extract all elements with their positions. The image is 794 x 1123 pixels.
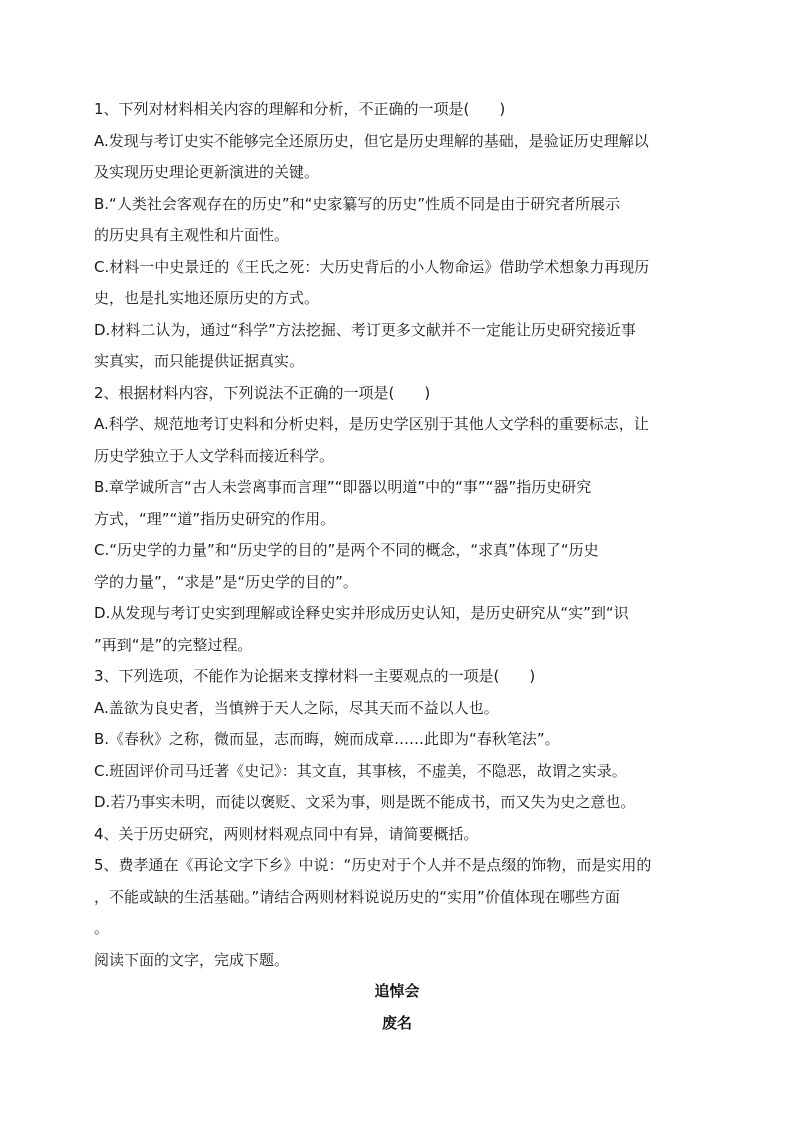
- question-1-option-c-line-1: C.材料一中史景迁的《王氏之死：大历史背后的小人物命运》借助学术想象力再现历: [94, 257, 650, 276]
- reading-title: 追悼会: [374, 982, 420, 1000]
- question-2-option-c-line-2: 学的力量”，“求是”是“历史学的目的”。: [94, 572, 358, 591]
- question-2-option-a-line-1: A.科学、规范地考订史料和分析史料，是历史学区别于其他人文学科的重要标志，让: [94, 415, 649, 433]
- question-3-stem: 3、下列选项，不能作为论据来支撑材料一主要观点的一项是( ): [94, 667, 536, 685]
- question-2-option-c-line-1: C.“历史学的力量”和“历史学的目的”是两个不同的概念，“求真”体现了“历史: [94, 541, 599, 559]
- question-1-option-b-line-1: B.“人类社会客观存在的历史”和“史家纂写的历史”性质不同是由于研究者所展示: [94, 194, 621, 213]
- question-2-option-d-line-2: ”再到“是”的完整过程。: [94, 635, 253, 654]
- question-5-line-1: 5、费孝通在《再论文字下乡》中说：“历史对于个人并不是点缀的饰物，而是实用的: [94, 856, 652, 874]
- question-5-line-2: ，不能或缺的生活基础。”请结合两则材料说说历史的“实用”价值体现在哪些方面: [94, 887, 620, 906]
- question-2-option-a-line-2: 历史学独立于人文学科而接近科学。: [94, 446, 335, 465]
- question-2-option-b-line-1: B.章学诚所言“古人未尝离事而言理”“即器以明道”中的“事”“器”指历史研究: [94, 478, 592, 496]
- question-1-option-b-line-2: 的历史具有主观性和片面性。: [94, 226, 290, 244]
- question-2-option-d-line-1: D.从发现与考订史实到理解或诠释史实并形成历史认知，是历史研究从“实”到“识: [94, 604, 629, 622]
- question-3-option-a: A.盖欲为良史者，当慎辨于天人之际，尽其天而不益以人也。: [94, 698, 499, 717]
- question-1-option-a-line-2: 及实现历史理论更新演进的关键。: [94, 163, 320, 181]
- question-1-option-a-line-1: A.发现与考订史实不能够完全还原历史，但它是历史理解的基础，是验证历史理解以: [94, 131, 649, 150]
- question-3-option-d: D.若乃事实未明，而徒以褒贬、文采为事，则是既不能成书，而又失为史之意也。: [94, 793, 636, 811]
- reading-intro: 阅读下面的文字，完成下题。: [94, 950, 290, 969]
- question-1-stem: 1、下列对材料相关内容的理解和分析，不正确的一项是( ): [94, 100, 506, 118]
- question-1-option-d-line-1: D.材料二认为，通过“科学”方法挖掘、考订更多文献并不一定能让历史研究接近事: [94, 320, 636, 339]
- reading-author: 废名: [381, 1013, 412, 1032]
- question-2-stem: 2、根据材料内容，下列说法不正确的一项是( ): [94, 383, 431, 402]
- question-3-option-c: C.班固评价司马迁著《史记》：其文直，其事核，不虚美，不隐恶，故谓之实录。: [94, 761, 627, 780]
- question-1-option-c-line-2: 史，也是扎实地还原历史的方式。: [94, 289, 320, 307]
- document-body: [94, 94, 700, 1039]
- question-1-option-d-line-2: 实真实，而只能提供证据真实。: [94, 352, 305, 370]
- question-4-stem: 4、关于历史研究，两则材料观点同中有异，请简要概括。: [94, 824, 479, 843]
- question-5-line-3: 。: [94, 919, 110, 937]
- question-3-option-b: B.《春秋》之称，微而显，志而晦，婉而成章……此即为“春秋笔法”。: [94, 730, 560, 748]
- question-2-option-b-line-2: 方式，“理”“道”指历史研究的作用。: [94, 509, 336, 528]
